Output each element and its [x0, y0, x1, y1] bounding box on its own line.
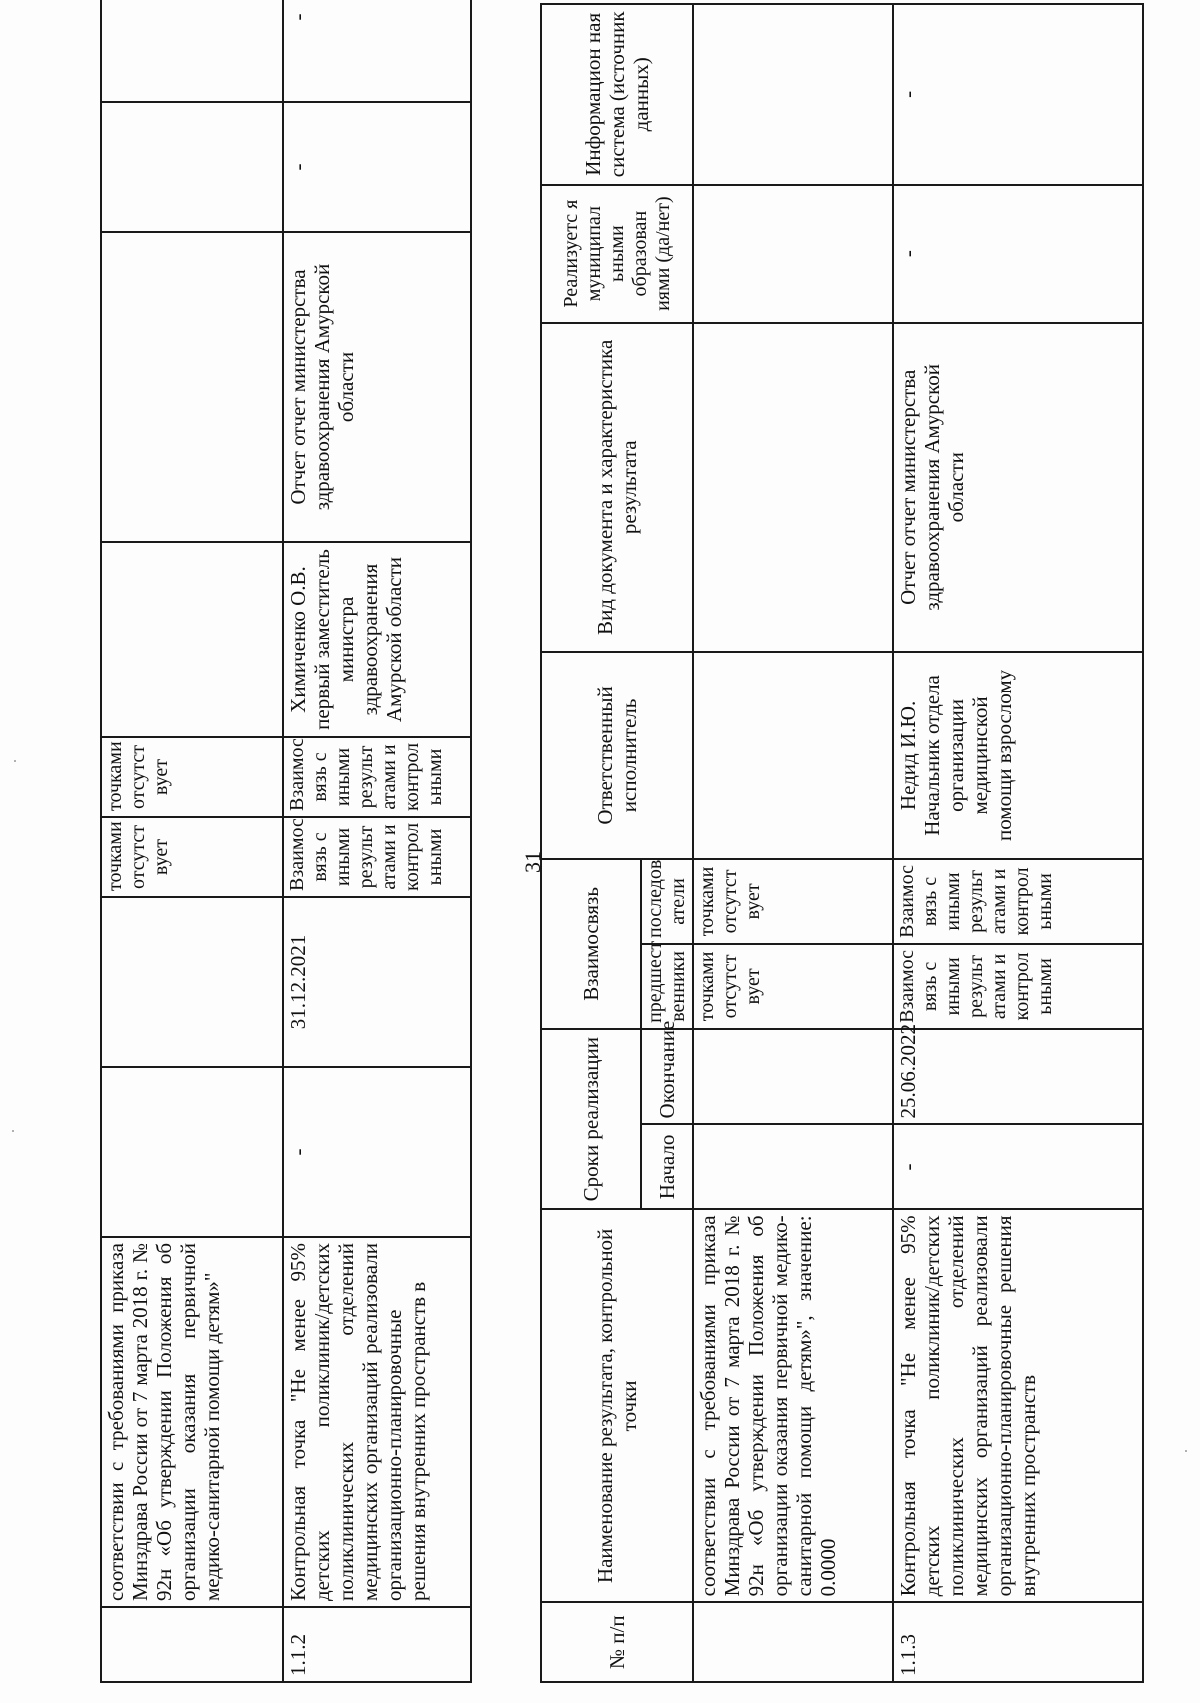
header-start: Начало	[641, 1124, 693, 1209]
scan-speck	[12, 1130, 14, 1132]
cell-start	[101, 1067, 283, 1237]
header-responsible: Ответственный исполнитель	[541, 652, 693, 859]
cell-successors: точками отсутст вует	[101, 737, 283, 817]
cell-successors: Взаимос вязь с иными результ атами и контрол ьными	[893, 859, 1143, 944]
cell-municipal	[693, 185, 893, 323]
cell-num	[101, 1607, 283, 1682]
cell-end: 31.12.2021	[283, 897, 471, 1067]
cell-municipal: -	[893, 185, 1143, 323]
cell-municipal: -	[283, 102, 471, 232]
cell-responsible: Недид И.Ю. Начальник отдела организации медицинской помощи взрослому	[893, 652, 1143, 859]
header-num: № п/п	[541, 1602, 693, 1682]
cell-num: 1.1.2	[283, 1607, 471, 1682]
cell-name: Контрольная точка "Не менее 95% детских поликлиник/детских поликлинических отделений медицинских организаций реализовали организационно-планировочные решения внутренних пространств	[893, 1209, 1143, 1602]
header-terms: Сроки реализации	[541, 1029, 641, 1210]
cell-name: соответствии с требованиями приказа Минздрава России от 7 марта 2018 г. № 92н «Об утверждении Положения об организации оказания первичной медико-санитарной помощи детям»", значение: 0.0000	[693, 1209, 893, 1602]
cell-info-system: -	[893, 4, 1143, 185]
cell-municipal	[101, 102, 283, 232]
header-end: Окончание	[641, 1029, 693, 1125]
cell-num: 1.1.3	[893, 1602, 1143, 1682]
cell-predecessors: точками отсутст вует	[101, 817, 283, 897]
cell-start: -	[283, 1067, 471, 1237]
cell-name: соответствии с требованиями приказа Минздрава России от 7 марта 2018 г. № 92н «Об утверждении Положения об организации оказания первичной медико-санитарной помощи детям»"	[101, 1237, 283, 1607]
header-link: Взаимосвязь	[541, 859, 641, 1029]
scan-speck	[1185, 1450, 1187, 1452]
header-info-system: Информацион ная система (источник данных)	[541, 4, 693, 185]
header-predecessors: предшест венники	[641, 944, 693, 1029]
cell-predecessors: точками отсутст вует	[693, 944, 893, 1029]
cell-predecessors: Взаимос вязь с иными результ атами и контрол ьными	[893, 944, 1143, 1029]
cell-end	[693, 1029, 893, 1125]
cell-info-system: -	[283, 0, 471, 102]
cell-info-system	[693, 4, 893, 185]
cell-document: Отчет отчет министерства здравоохранения Амурской области	[893, 323, 1143, 652]
cell-successors: точками отсутст вует	[693, 859, 893, 944]
cell-start: -	[893, 1124, 1143, 1209]
top-table	[100, 0, 472, 1683]
cell-end: 25.06.2022	[893, 1029, 1143, 1125]
table-row	[893, 4, 1143, 1682]
cell-end	[101, 897, 283, 1067]
header-municipal: Реализуетс я муниципал ьными образован иями (да/нет)	[541, 185, 693, 323]
header-document: Вид документа и характеристика результата	[541, 323, 693, 652]
cell-info-system	[101, 0, 283, 102]
page-number: 31	[520, 851, 545, 873]
cell-name: Контрольная точка "Не менее 95% детских поликлиник/детских поликлинических отделений медицинских организаций реализовали организационно-планировочные решения внутренних пространств в	[283, 1237, 471, 1607]
cell-responsible: Химиченко О.В. первый заместитель министра здравоохранения Амурской области	[283, 542, 471, 737]
cell-document	[101, 232, 283, 542]
cell-responsible	[101, 542, 283, 737]
table-row	[101, 0, 283, 1682]
header-name: Наименование результата, контрольной точки	[541, 1209, 693, 1602]
cell-num	[693, 1602, 893, 1682]
cell-document: Отчет отчет министерства здравоохранения Амурской области	[283, 232, 471, 542]
cell-start	[693, 1124, 893, 1209]
table-row	[693, 4, 893, 1682]
cell-responsible	[693, 652, 893, 859]
table-row	[283, 0, 471, 1682]
bottom-table	[540, 3, 1144, 1683]
cell-successors: Взаимос вязь с иными результ атами и контрол ьными	[283, 737, 471, 817]
cell-document	[693, 323, 893, 652]
scan-speck	[14, 760, 16, 762]
header-successors: последов атели	[641, 859, 693, 944]
cell-predecessors: Взаимос вязь с иными результ атами и контрол ьными	[283, 817, 471, 897]
header-row	[541, 4, 641, 1682]
